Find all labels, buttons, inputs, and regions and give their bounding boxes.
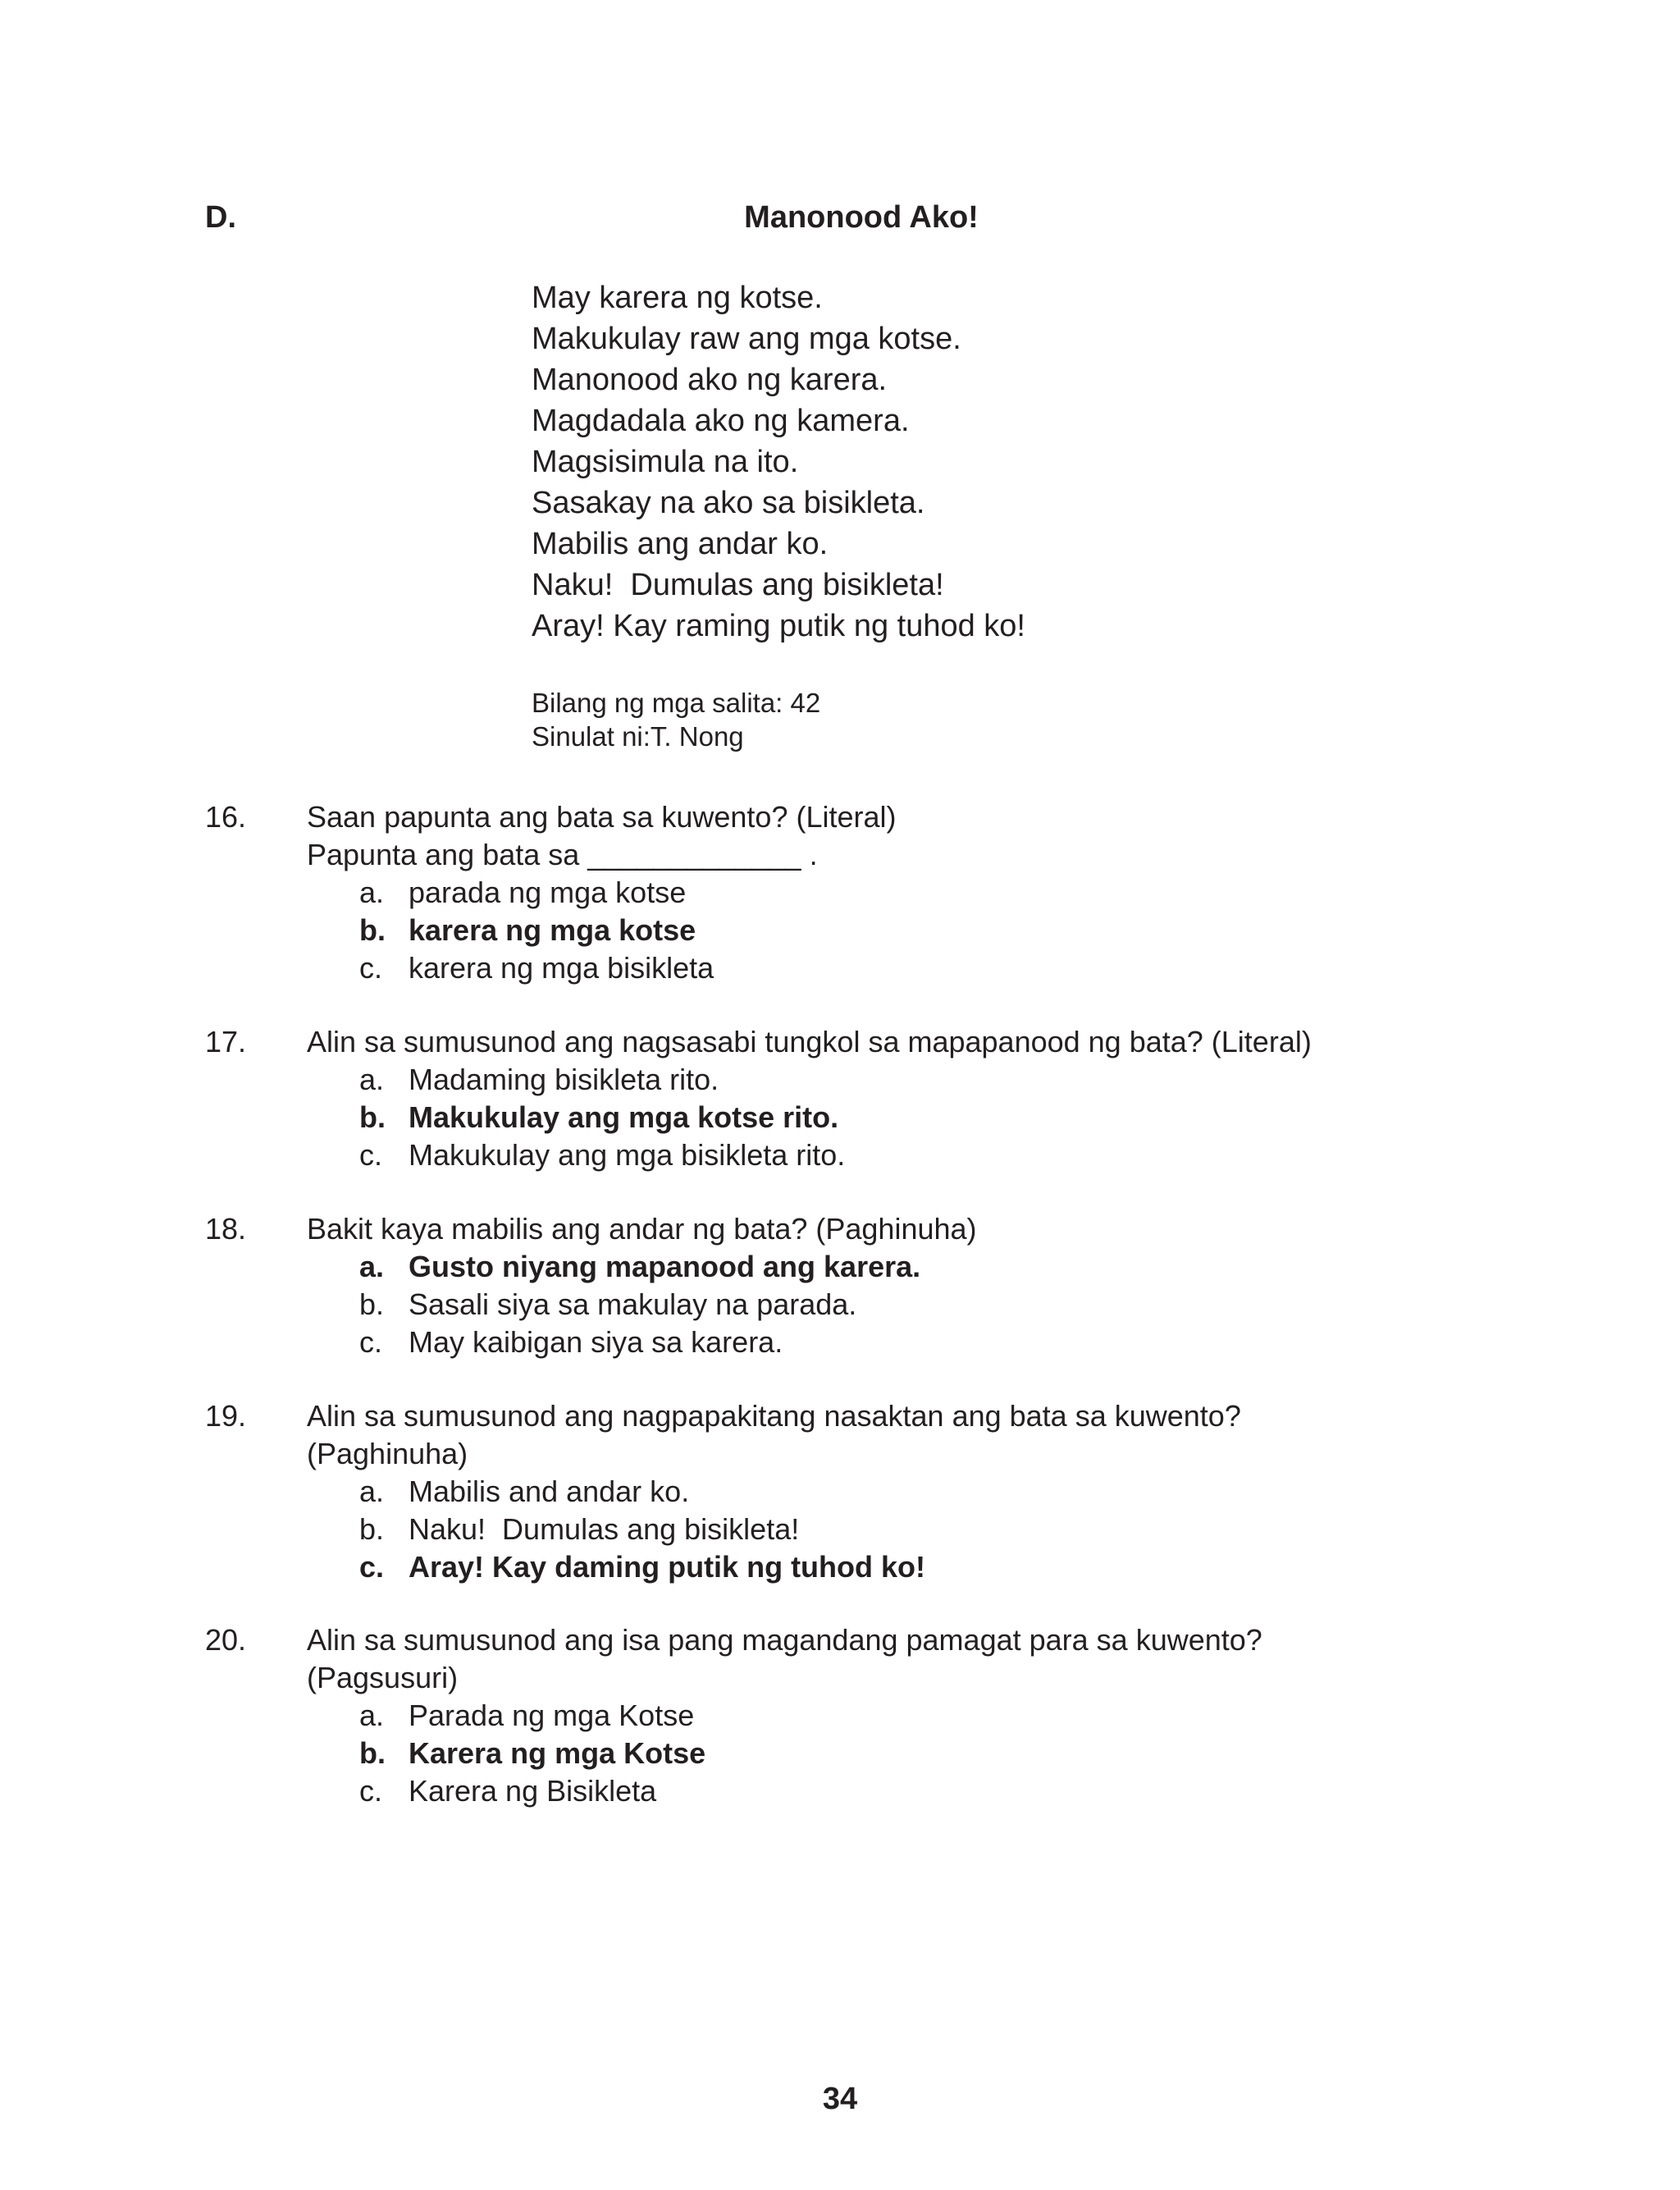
option-text: Naku! Dumulas ang bisikleta! [409, 1512, 800, 1546]
question-number: 20. [205, 1623, 247, 1657]
question-text: Alin sa sumusunod ang isa pang magandang pamagat para sa kuwento? [307, 1623, 1262, 1657]
option-letter: a. [359, 1699, 385, 1732]
answer-option [307, 949, 1455, 987]
question-body [307, 1210, 1455, 1361]
option-text: Sasali siya sa makulay na parada. [409, 1287, 857, 1321]
story-line: Makukulay raw ang mga kotse. [532, 322, 961, 356]
option-text: Madaming bisikleta rito. [409, 1063, 719, 1096]
option-text: Karera ng Bisikleta [409, 1774, 657, 1808]
page-number: 34 [822, 2082, 858, 2116]
answer-option [307, 1772, 1455, 1810]
question-text: Papunta ang bata sa _____________ . [307, 838, 818, 871]
option-letter: a. [359, 1474, 385, 1508]
option-text: Gusto niyang mapanood ang karera. [409, 1250, 921, 1283]
story-line: Magdadala ako ng kamera. [532, 404, 910, 438]
option-text: Makukulay ang mga bisikleta rito. [409, 1138, 846, 1172]
story-line: Magsisimula na ito. [532, 445, 799, 479]
story-line: Aray! Kay raming putik ng tuhod ko! [532, 609, 1025, 643]
question-text: Saan papunta ang bata sa kuwento? (Literal) [307, 800, 897, 834]
answer-option-correct [307, 912, 1455, 949]
question-body [307, 1397, 1455, 1586]
story-line: Naku! Dumulas ang bisikleta! [532, 568, 944, 602]
option-text: Aray! Kay daming putik ng tuhod ko! [409, 1550, 926, 1584]
section-label: D. [205, 200, 236, 235]
question-text: Bakit kaya mabilis ang andar ng bata? (Paghinuha) [307, 1212, 977, 1246]
answer-option-correct [307, 1248, 1455, 1286]
option-letter: b. [359, 1287, 385, 1321]
option-text: Makukulay ang mga kotse rito. [409, 1100, 839, 1134]
option-letter: b. [359, 1736, 386, 1770]
story-text [532, 277, 1025, 647]
answer-option [307, 1136, 1455, 1174]
option-letter: c. [359, 1325, 383, 1359]
answer-options [307, 1061, 1455, 1174]
answer-option [307, 1511, 1455, 1548]
answer-options [307, 1473, 1455, 1586]
answer-option-correct [307, 1099, 1455, 1136]
option-letter: c. [359, 1138, 383, 1172]
answer-option-correct [307, 1548, 1455, 1586]
option-text: Parada ng mga Kotse [409, 1699, 695, 1732]
option-text: karera ng mga bisikleta [409, 951, 714, 985]
question-body [307, 798, 1455, 987]
story-line: Sasakay na ako sa bisikleta. [532, 486, 925, 520]
option-text: Mabilis and andar ko. [409, 1474, 690, 1508]
question-number: 18. [205, 1212, 247, 1246]
question-number: 19. [205, 1399, 247, 1433]
option-text: May kaibigan siya sa karera. [409, 1325, 783, 1359]
story-line: Mabilis ang andar ko. [532, 527, 829, 561]
story-title: Manonood Ako! [744, 200, 979, 235]
answer-option [307, 1061, 1455, 1099]
story-line: Manonood ako ng karera. [532, 363, 888, 397]
answer-options [307, 1697, 1455, 1810]
option-letter: b. [359, 1512, 385, 1546]
answer-option [307, 1286, 1455, 1324]
question-body [307, 1621, 1455, 1810]
question-text: (Pagsusuri) [307, 1661, 459, 1694]
question-number: 17. [205, 1025, 247, 1058]
option-letter: b. [359, 913, 386, 947]
question-text: Alin sa sumusunod ang nagpapakitang nasaktan ang bata sa kuwento? [307, 1399, 1241, 1433]
word-count: Bilang ng mga salita: 42 [532, 688, 821, 718]
author-credit: Sinulat ni:T. Nong [532, 721, 744, 752]
option-letter: c. [359, 1774, 383, 1808]
option-letter: b. [359, 1100, 386, 1134]
answer-options [307, 1248, 1455, 1361]
answer-option-correct [307, 1735, 1455, 1772]
question-body [307, 1023, 1455, 1174]
answer-option [307, 1324, 1455, 1361]
answer-option [307, 1473, 1455, 1511]
option-text: Karera ng mga Kotse [409, 1736, 706, 1770]
option-letter: a. [359, 876, 385, 909]
question-number: 16. [205, 800, 247, 834]
answer-option [307, 1697, 1455, 1735]
option-letter: c. [359, 1550, 385, 1584]
option-letter: a. [359, 1063, 385, 1096]
question-text: (Paghinuha) [307, 1437, 468, 1470]
story-meta [532, 686, 820, 753]
question-text: Alin sa sumusunod ang nagsasabi tungkol sa mapapanood ng bata? (Literal) [307, 1025, 1312, 1058]
option-text: parada ng mga kotse [409, 876, 687, 909]
story-line: May karera ng kotse. [532, 281, 823, 315]
option-text: karera ng mga kotse [409, 913, 696, 947]
answer-options [307, 874, 1455, 987]
answer-option [307, 874, 1455, 912]
option-letter: a. [359, 1250, 385, 1283]
option-letter: c. [359, 951, 383, 985]
